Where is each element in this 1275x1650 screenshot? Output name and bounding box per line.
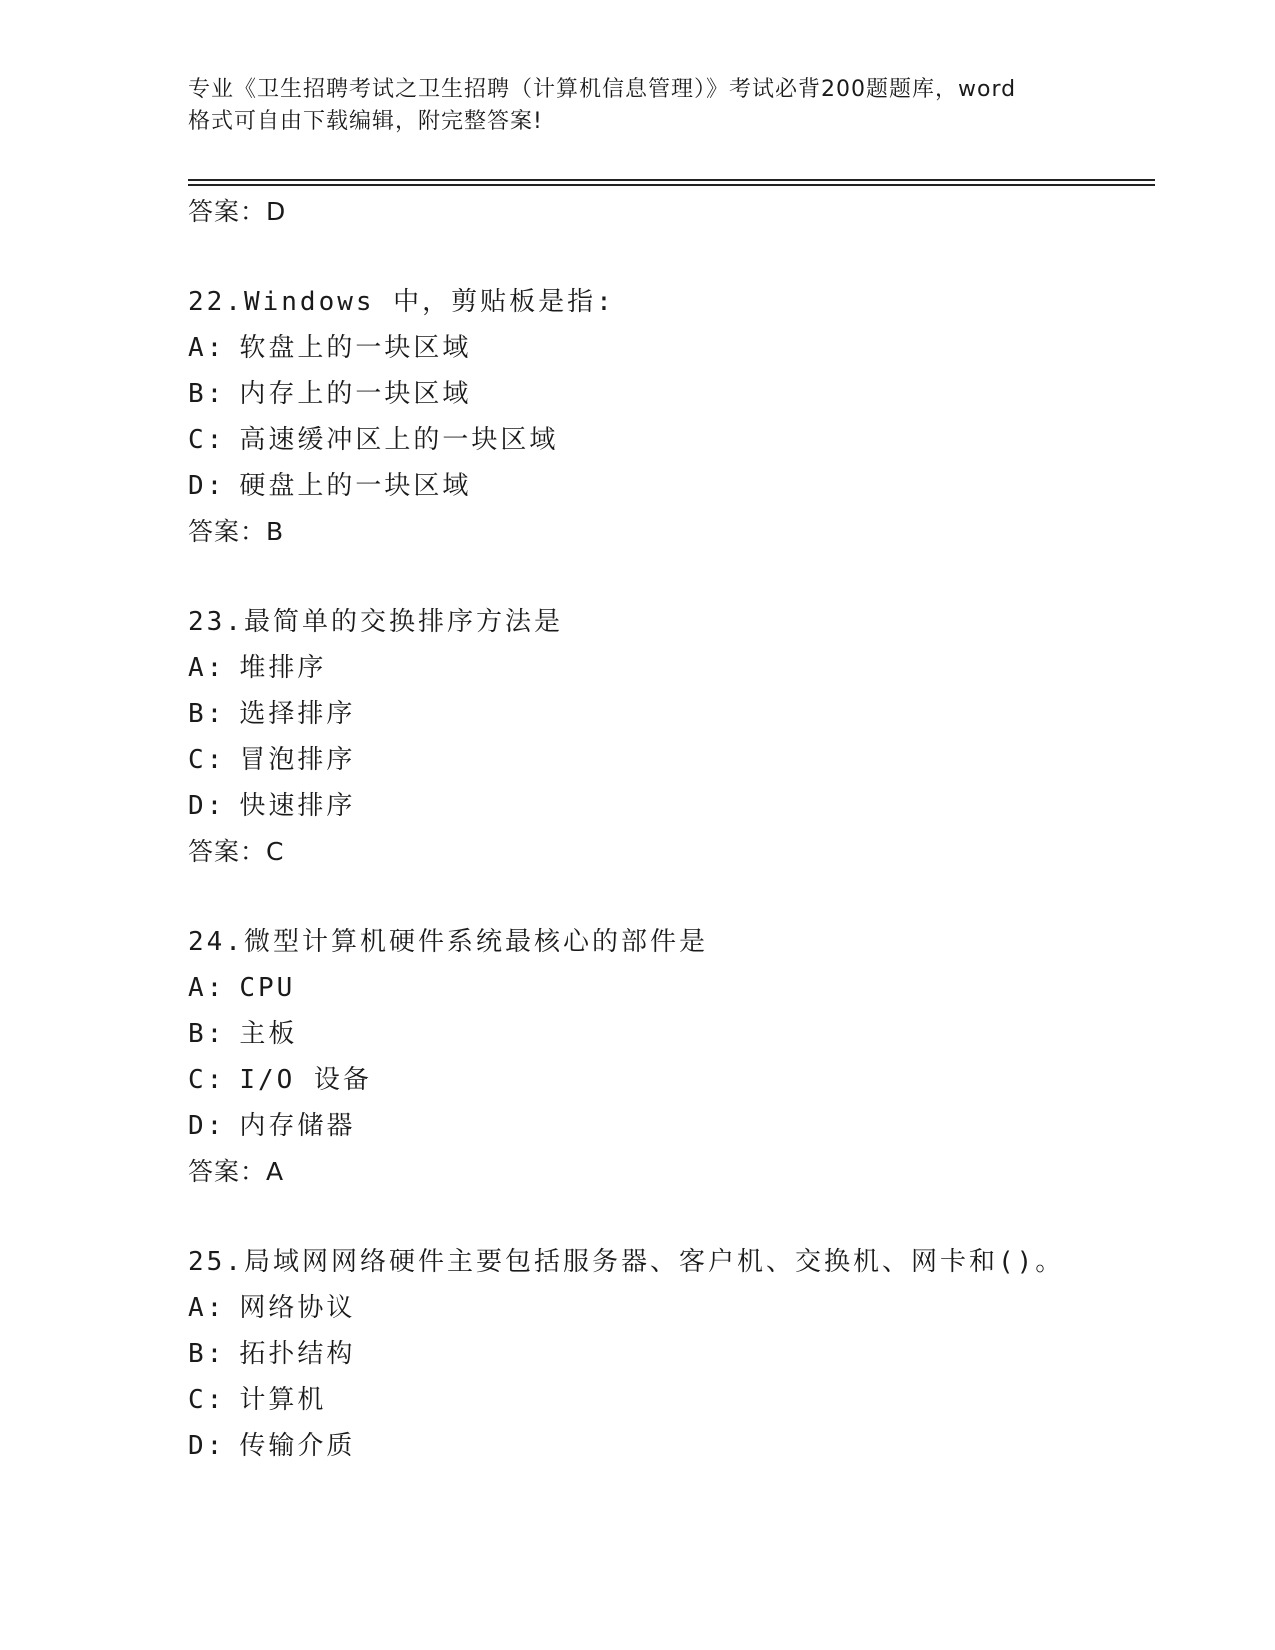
question-list bbox=[188, 189, 1148, 1469]
question-block bbox=[188, 919, 1148, 1195]
spacer bbox=[188, 1195, 1148, 1239]
option-letter: C: bbox=[188, 425, 226, 455]
header-line-2: 格式可自由下载编辑，附完整答案! bbox=[188, 109, 543, 134]
option-c bbox=[188, 417, 1148, 463]
option-letter: A: bbox=[188, 1293, 226, 1323]
header-divider-top bbox=[188, 179, 1155, 181]
option-letter: A: bbox=[188, 333, 226, 363]
option-text: 网络协议 bbox=[239, 1293, 356, 1323]
answer-line: 答案：D bbox=[188, 197, 287, 226]
option-letter: D: bbox=[188, 1111, 226, 1141]
option-a bbox=[188, 325, 1148, 371]
option-letter: A: bbox=[188, 653, 226, 683]
option-letter: B: bbox=[188, 1339, 226, 1369]
option-d bbox=[188, 783, 1148, 829]
option-letter: D: bbox=[188, 471, 226, 501]
option-text: 内存上的一块区域 bbox=[239, 379, 472, 409]
question-stem: 25.局域网网络硬件主要包括服务器、客户机、交换机、网卡和()。 bbox=[188, 1247, 1065, 1277]
question-stem: 22.Windows 中，剪贴板是指: bbox=[188, 287, 615, 317]
option-a bbox=[188, 1285, 1148, 1331]
document-header bbox=[188, 74, 1088, 138]
option-text: 冒泡排序 bbox=[239, 745, 356, 775]
option-letter: B: bbox=[188, 379, 226, 409]
option-text: 拓扑结构 bbox=[239, 1339, 356, 1369]
option-a bbox=[188, 965, 1148, 1011]
answer-line: 答案：B bbox=[188, 517, 285, 546]
spacer bbox=[188, 875, 1148, 919]
header-divider-bottom bbox=[188, 184, 1155, 186]
question-stem: 24.微型计算机硬件系统最核心的部件是 bbox=[188, 927, 708, 957]
answer-line: 答案：A bbox=[188, 1157, 285, 1186]
option-b bbox=[188, 691, 1148, 737]
option-text: 主板 bbox=[239, 1019, 298, 1049]
option-c bbox=[188, 1377, 1148, 1423]
option-b bbox=[188, 1331, 1148, 1377]
option-c bbox=[188, 737, 1148, 783]
option-d bbox=[188, 1103, 1148, 1149]
option-letter: D: bbox=[188, 1431, 226, 1461]
question-stem: 23.最简单的交换排序方法是 bbox=[188, 607, 563, 637]
option-text: 软盘上的一块区域 bbox=[239, 333, 472, 363]
option-letter: A: bbox=[188, 973, 226, 1003]
option-text: CPU bbox=[239, 973, 296, 1003]
option-letter: B: bbox=[188, 699, 226, 729]
option-text: I/O 设备 bbox=[239, 1065, 372, 1095]
option-text: 选择排序 bbox=[239, 699, 356, 729]
option-text: 计算机 bbox=[239, 1385, 327, 1415]
option-letter: C: bbox=[188, 745, 226, 775]
option-c bbox=[188, 1057, 1148, 1103]
answer-line: 答案：C bbox=[188, 837, 285, 866]
option-text: 硬盘上的一块区域 bbox=[239, 471, 472, 501]
option-b bbox=[188, 371, 1148, 417]
option-letter: C: bbox=[188, 1385, 226, 1415]
option-letter: B: bbox=[188, 1019, 226, 1049]
option-letter: C: bbox=[188, 1065, 226, 1095]
option-text: 堆排序 bbox=[239, 653, 327, 683]
question-block bbox=[188, 599, 1148, 875]
option-b bbox=[188, 1011, 1148, 1057]
option-text: 快速排序 bbox=[239, 791, 356, 821]
option-letter: D: bbox=[188, 791, 226, 821]
option-a bbox=[188, 645, 1148, 691]
spacer bbox=[188, 555, 1148, 599]
question-block bbox=[188, 279, 1148, 555]
option-d bbox=[188, 1423, 1148, 1469]
option-text: 传输介质 bbox=[239, 1431, 356, 1461]
spacer bbox=[188, 235, 1148, 279]
option-d bbox=[188, 463, 1148, 509]
option-text: 高速缓冲区上的一块区域 bbox=[239, 425, 559, 455]
option-text: 内存储器 bbox=[239, 1111, 356, 1141]
question-block bbox=[188, 1239, 1148, 1469]
header-line-1: 专业《卫生招聘考试之卫生招聘（计算机信息管理）》考试必背200题题库，word bbox=[188, 77, 1017, 102]
